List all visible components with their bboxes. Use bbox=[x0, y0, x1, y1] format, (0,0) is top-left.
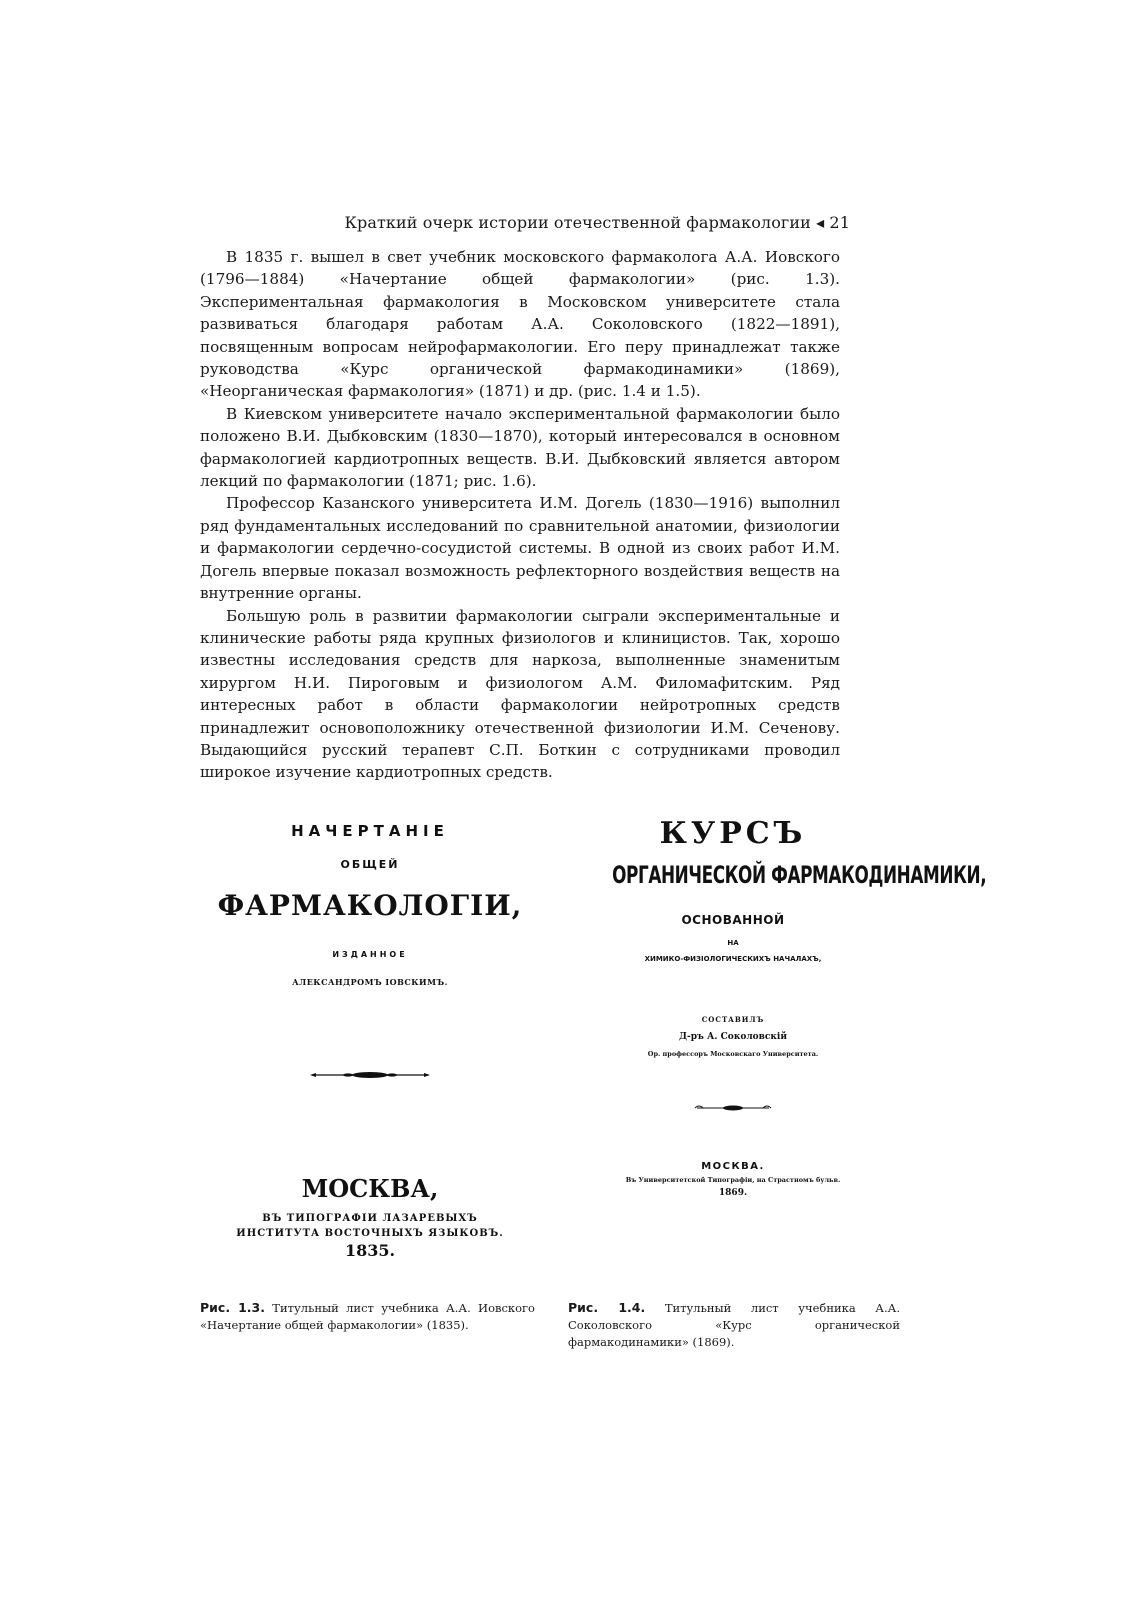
author-line: Д-ръ А. Соколовскій bbox=[678, 1032, 787, 1042]
city-line: МОСКВА, bbox=[301, 1174, 439, 1203]
running-head: Краткий очерк истории отечественной фармакологии ◂ 21 bbox=[344, 213, 850, 232]
figure-1-4-title-page bbox=[578, 816, 987, 1198]
year-line: 1869. bbox=[718, 1188, 748, 1198]
title-line: НАЧЕРТАНІЕ bbox=[291, 822, 449, 840]
caption-text: Титульный лист учебника А.А. Иовского «Начертание общей фармакологии» (1835). bbox=[200, 1301, 535, 1332]
ornament-divider-icon bbox=[200, 1065, 540, 1084]
paragraph: В Киевском университете начало экспериментальной фармакологии было положено В.И. Дыбковским (1830—1870), который интересовался в основном фармакологией кардиотропных веществ. В.И. Дыбковский является автором лекций по фармакологии (1871; рис. 1.6). bbox=[200, 404, 840, 491]
title-line: ОРГАНИЧЕСКОЙ ФАРМАКОДИНАМИКИ, bbox=[612, 861, 987, 889]
author-line: АЛЕКСАНДРОМЪ ІОВСКИМЪ. bbox=[292, 977, 448, 987]
city-line: МОСКВА. bbox=[701, 1161, 765, 1172]
title-line: ФАРМАКОЛОГІИ, bbox=[217, 889, 523, 922]
ornament-divider-icon bbox=[578, 1098, 888, 1117]
title-line: СОСТАВИЛЪ bbox=[701, 1015, 765, 1024]
caption-label: Рис. 1.4. bbox=[568, 1300, 646, 1315]
year-line: 1835. bbox=[344, 1241, 396, 1260]
title-line: КУРСЪ bbox=[659, 816, 807, 851]
figure-caption bbox=[200, 1299, 535, 1334]
figure-1-3-title-page bbox=[200, 822, 540, 1260]
body-text bbox=[200, 246, 840, 784]
press-line: Въ Университетской Типографіи, на Страстномъ бульв. bbox=[625, 1176, 841, 1184]
paragraph: Большую роль в развитии фармакологии сыграли экспериментальные и клинические работы ряда крупных физиологов и клиницистов. Так, хорошо известны исследования средств для наркоза, выполненные знаменитым хирургом Н.И. Пироговым и физиологом А.М. Филомафитским. Ряд интересных работ в области фармакологии нейротропных средств принадлежит основоположнику отечественной физиологии И.М. Сеченову. Выдающийся русский терапевт С.П. Боткин с сотрудниками проводил широкое изучение кардиотропных средств. bbox=[200, 606, 840, 782]
paragraph: Профессор Казанского университета И.М. Догель (1830—1916) выполнил ряд фундаментальных исследований по сравнительной анатомии, физиологии и фармакологии сердечно-сосудистой системы. В одной из своих работ И.М. Догель впервые показал возможность рефлекторного воздействия веществ на внутренние органы. bbox=[200, 494, 840, 603]
caption-text: Титульный лист учебника А.А. Соколовского «Курс органической фармакодинамики» (1869). bbox=[568, 1301, 901, 1349]
title-line: ОСНОВАННОЙ bbox=[681, 913, 785, 927]
title-line: ИЗДАННОЕ bbox=[332, 950, 408, 959]
author-line: Ор. профессоръ Московскаго Университета. bbox=[647, 1050, 819, 1058]
title-line: ХИМИКО-ФИЗІОЛОГИЧЕСКИХЪ НАЧАЛАХЪ, bbox=[644, 955, 822, 963]
title-line: НА bbox=[727, 939, 739, 947]
press-line: ИНСТИТУТА ВОСТОЧНЫХЪ ЯЗЫКОВЪ. bbox=[236, 1228, 504, 1239]
figure-caption bbox=[568, 1299, 900, 1351]
caption-label: Рис. 1.3. bbox=[200, 1300, 265, 1315]
title-line: ОБЩЕЙ bbox=[340, 858, 400, 871]
paragraph: В 1835 г. вышел в свет учебник московского фармаколога А.А. Иовского (1796—1884) «Начертание общей фармакологии» (рис. 1.3). Экспериментальная фармакология в Московском университете стала развиваться благодаря работам А.А. Соколовского (1822—1891), посвященным вопросам нейрофармакологии. Его перу принадлежат также руководства «Курс органической фармакодинамики» (1869), «Неорганическая фармакология» (1871) и др. (рис. 1.4 и 1.5). bbox=[200, 248, 840, 401]
press-line: ВЪ ТИПОГРАФІИ ЛАЗАРЕВЫХЪ bbox=[262, 1213, 478, 1224]
